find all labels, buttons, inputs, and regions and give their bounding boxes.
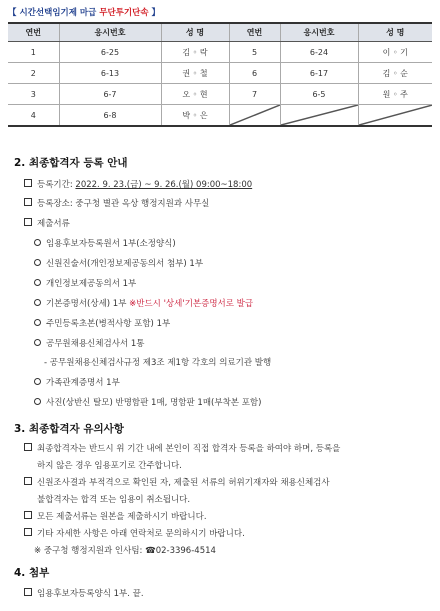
square-bullet-icon [24,588,32,596]
doc-sub-note: - 공무원채용신체검사규정 제3조 제1항 각호의 의료기관 발행 [44,358,272,368]
results-heading [8,6,160,18]
cell-exam-no: 6-24 [280,42,358,63]
empty-cell [358,105,432,127]
doc-note: ※반드시 '상세'기본증명서로 발급 [129,299,254,309]
heading-bracket-close: 】 [148,8,161,18]
doc-item [34,297,253,309]
doc-item [34,277,136,289]
cell-no: 3 [8,84,59,105]
circle-bullet-icon [34,299,41,306]
notice-item [24,476,330,488]
cell-no: 7 [229,84,280,105]
circle-bullet-icon [34,319,41,326]
place-text: 등록장소: 중구청 별관 옥상 행정지원과 사무실 [37,199,210,209]
notice-text: 최종합격자는 반드시 위 기간 내에 본인이 직접 합격자 등록을 하여야 하며, 등록을 [37,444,341,454]
circle-bullet-icon [34,398,41,405]
period-value: 2022. 9. 23.(금) ~ 9. 26.(월) 09:00~18:00 [75,180,253,190]
circle-bullet-icon [34,339,41,346]
doc-item [34,337,144,349]
doc-text: 신원진술서(개인정보제공동의서 첨부) 1부 [46,259,204,269]
doc-text: 주민등록초본(병적사항 포함) 1부 [46,319,171,329]
table-header-row [8,23,432,42]
cell-name: 오 ◦ 현 [161,84,229,105]
cell-no: 2 [8,63,59,84]
square-bullet-icon [24,511,32,519]
square-bullet-icon [24,218,32,226]
period-label: 등록기간: [37,180,76,190]
circle-bullet-icon [34,378,41,385]
notice-item [24,442,340,454]
circle-bullet-icon [34,279,41,286]
circle-bullet-icon [34,259,41,266]
doc-text: 개인정보제공동의서 1부 [46,279,137,289]
notice-text: 신원조사결과 부적격으로 확인된 자, 제출된 서류의 허위기재자와 채용신체검사 [37,478,330,488]
cell-name: 박 ◦ 은 [161,105,229,127]
doc-text: 가족관계증명서 1부 [46,378,120,388]
notice-text-cont: 불합격자는 합격 또는 임용이 취소됩니다. [37,495,191,505]
doc-text: 임용후보자등록원서 1부(소정양식) [46,239,176,249]
cell-exam-no: 6-17 [280,63,358,84]
cell-no: 1 [8,42,59,63]
notice-text-cont: 하지 않은 경우 임용포기로 간주합니다. [37,461,182,471]
docs-title [24,217,70,229]
header-exam-no-1: 응시번호 [59,23,161,42]
circle-bullet-icon [34,239,41,246]
cell-no: 4 [8,105,59,127]
table-row [8,42,432,63]
heading-prefix: 시간선택임기제 마급 [16,8,100,18]
doc-text: 기본증명서(상세) 1부 [46,299,130,309]
header-no-2: 연번 [229,23,280,42]
results-table [8,22,432,127]
notice-item [24,527,245,539]
attachment-item [24,587,144,599]
cell-name: 김 ◦ 락 [161,42,229,63]
header-name-1: 성 명 [161,23,229,42]
cell-name: 원 ◦ 주 [358,84,432,105]
square-bullet-icon [24,198,32,206]
square-bullet-icon [24,528,32,536]
square-bullet-icon [24,477,32,485]
doc-item [34,237,176,249]
doc-text: 공무원채용신체검사서 1통 [46,339,145,349]
heading-bracket-open: 【 [8,8,17,18]
cell-name: 권 ◦ 철 [161,63,229,84]
square-bullet-icon [24,179,32,187]
docs-title-text: 제출서류 [37,219,70,229]
doc-item [34,396,261,408]
table-row [8,105,432,127]
doc-item [34,257,203,269]
cell-exam-no: 6-7 [59,84,161,105]
table-row [8,84,432,105]
section4-title: 4. 첨부 [14,567,50,579]
cell-no: 5 [229,42,280,63]
cell-name: 이 ◦ 기 [358,42,432,63]
cell-no: 6 [229,63,280,84]
header-exam-no-2: 응시번호 [280,23,358,42]
cell-exam-no: 6-25 [59,42,161,63]
doc-item [34,317,170,329]
table-row [8,63,432,84]
empty-cell [280,105,358,127]
contact-note: ※ 중구청 행정지원과 인사팀: ☎02-3396-4514 [34,546,216,556]
section2-title: 2. 최종합격자 등록 안내 [14,157,128,169]
section3-title: 3. 최종합격자 유의사항 [14,423,124,435]
notice-text: 모든 제출서류는 원본을 제출하시기 바랍니다. [37,512,207,522]
registration-period [24,178,252,190]
cell-exam-no: 6-5 [280,84,358,105]
heading-highlight: 무단투기단속 [99,8,149,18]
notice-item [24,510,207,522]
notice-text: 기타 자세한 사항은 아래 연락처로 문의하시기 바랍니다. [37,529,245,539]
registration-place [24,197,209,209]
header-name-2: 성 명 [358,23,432,42]
cell-name: 김 ◦ 순 [358,63,432,84]
cell-exam-no: 6-13 [59,63,161,84]
attachment-text: 임용후보자등록양식 1부. 끝. [37,589,144,599]
square-bullet-icon [24,443,32,451]
cell-exam-no: 6-8 [59,105,161,127]
header-no-1: 연번 [8,23,59,42]
doc-text: 사진(상반신 탈모) 반명함판 1매, 명함판 1매(부착본 포함) [46,398,262,408]
empty-cell [229,105,280,127]
doc-item [34,376,120,388]
